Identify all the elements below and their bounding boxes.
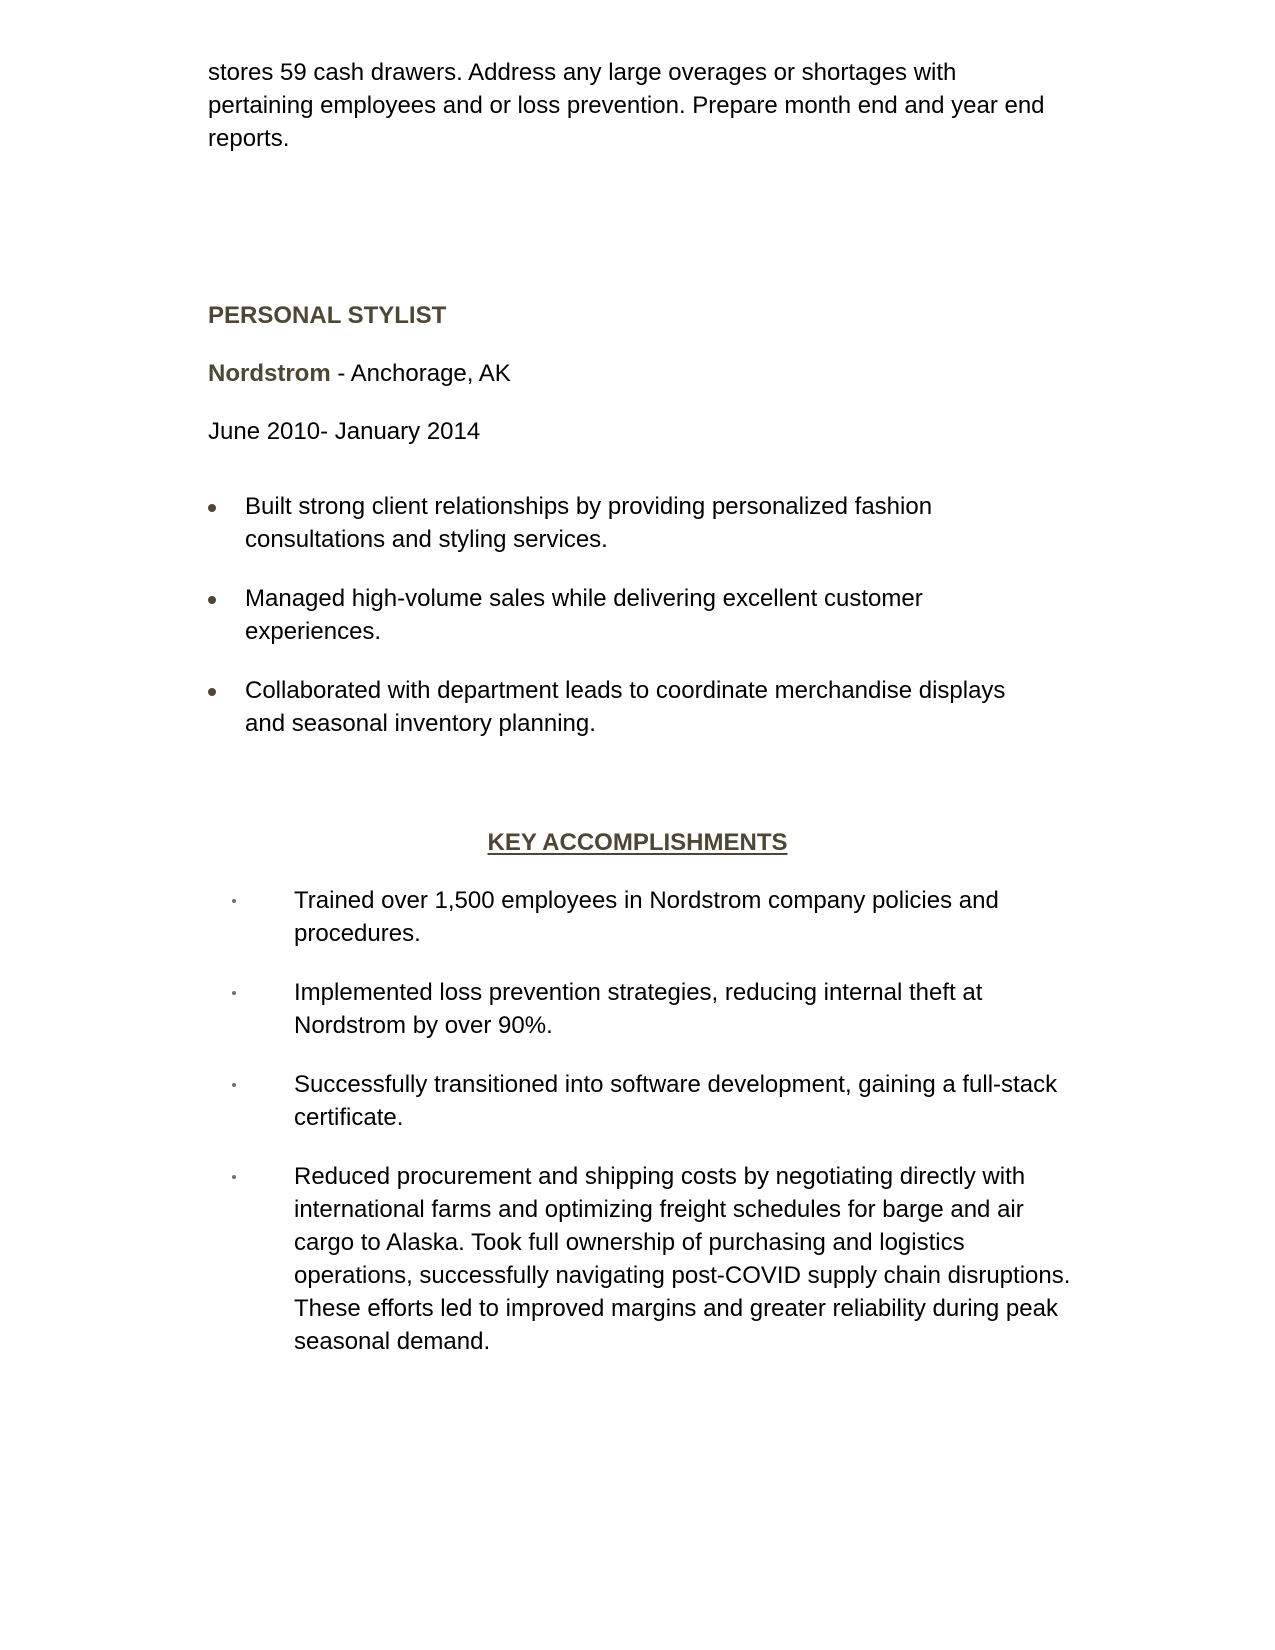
list-item	[208, 674, 1025, 740]
list-item-text: Managed high-volume sales while delivering excellent customer experiences.	[245, 585, 923, 645]
list-item	[232, 1160, 1072, 1358]
list-item	[208, 582, 1025, 648]
job-title: PERSONAL STYLIST	[208, 302, 447, 329]
bullet-icon	[232, 899, 236, 903]
bullet-icon	[232, 1083, 236, 1087]
intro-paragraph: stores 59 cash drawers. Address any large overages or shortages with pertaining employees and or loss prevention. Prepare month end and year end reports.	[208, 59, 1045, 152]
bullet-icon	[208, 688, 216, 696]
bullet-icon	[208, 596, 216, 604]
list-item-text: Reduced procurement and shipping costs by negotiating directly with international farms and optimizing freight schedules for barge and air cargo to Alaska. Took full ownership of purchasing and logistics operations, successfully navigating post-COVID supply chain disruptions. These efforts led to improved margins and greater reliability during peak seasonal demand.	[294, 1163, 1071, 1355]
company-name: Nordstrom	[208, 360, 331, 387]
company-location: - Anchorage, AK	[330, 360, 511, 387]
bullet-icon	[232, 991, 236, 995]
company-line	[208, 357, 511, 390]
bullet-icon	[208, 504, 216, 512]
accomplishments-list	[232, 884, 1072, 1384]
job-duties-list	[208, 490, 1088, 766]
list-item-text: Collaborated with department leads to coordinate merchandise displays and seasonal inventory planning.	[245, 677, 1006, 737]
job-dates: June 2010- January 2014	[208, 418, 481, 445]
list-item	[208, 490, 1025, 556]
list-item-text: Built strong client relationships by providing personalized fashion consultations and styling services.	[245, 493, 933, 553]
bullet-icon	[232, 1175, 236, 1179]
list-item-text: Implemented loss prevention strategies, reducing internal theft at Nordstrom by over 90%.	[294, 979, 983, 1039]
list-item-text: Trained over 1,500 employees in Nordstrom company policies and procedures.	[294, 887, 999, 947]
list-item-text: Successfully transitioned into software development, gaining a full-stack certificate.	[294, 1071, 1058, 1131]
intro-section	[208, 56, 1088, 155]
list-item	[232, 1068, 1072, 1134]
section-heading-accomplishments: KEY ACCOMPLISHMENTS	[487, 829, 788, 856]
list-item	[232, 976, 1072, 1042]
list-item	[232, 884, 1072, 950]
